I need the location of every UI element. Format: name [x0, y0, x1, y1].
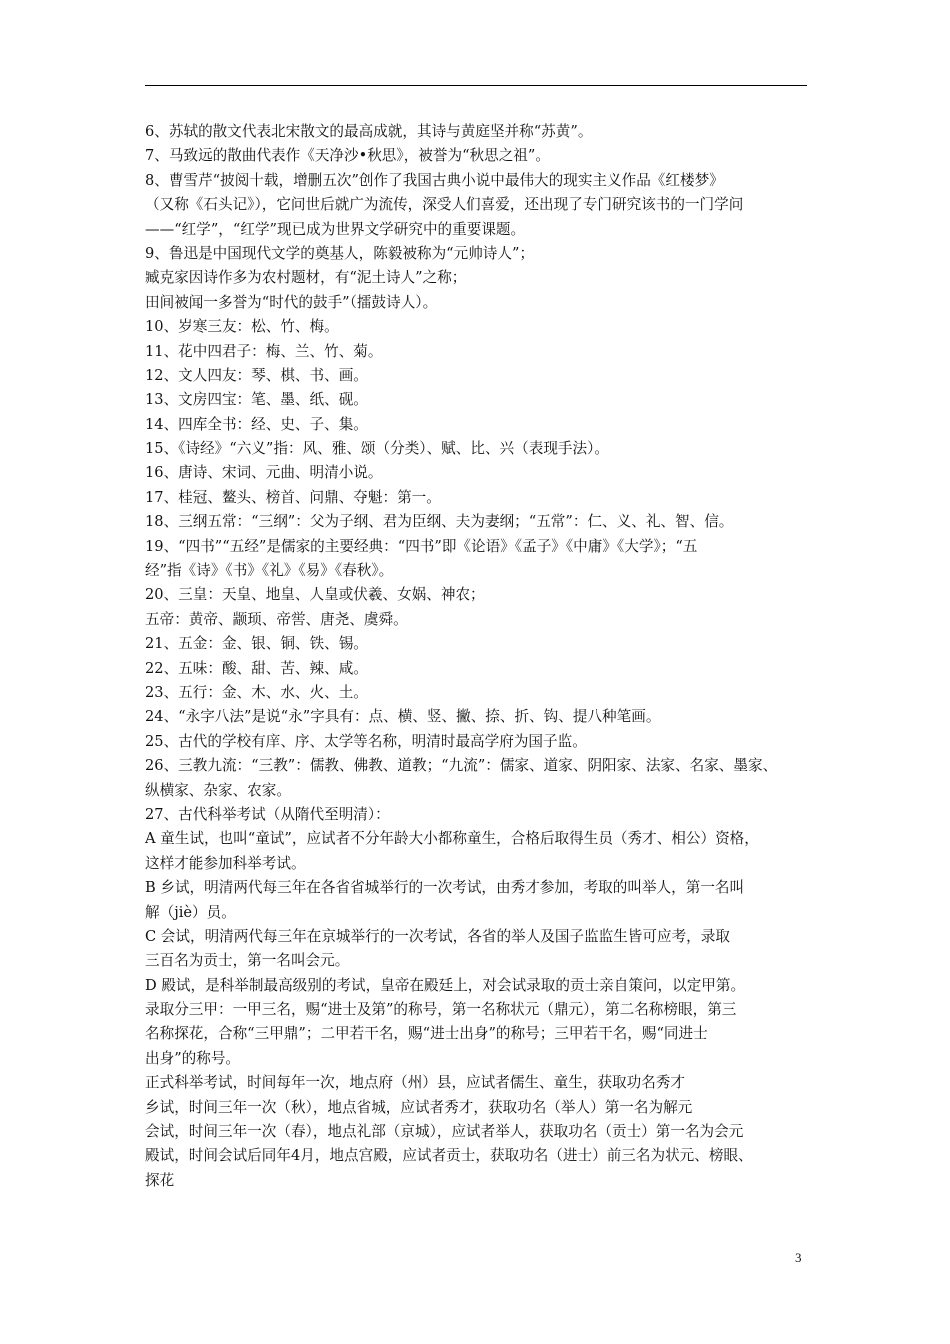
text-line: 这样才能参加科举考试。 — [145, 854, 306, 872]
text-line: 殿试，时间会试后同年4月，地点宫殿，应试者贡士，获取功名（进士）前三名为状元、榜眼、 — [145, 1147, 753, 1165]
text-line: 13、文房四宝：笔、墨、纸、砚。 — [145, 391, 368, 409]
text-line: 17、桂冠、鳌头、榜首、问鼎、夺魁：第一。 — [145, 488, 441, 506]
text-line: 探花 — [145, 1171, 175, 1189]
text-line: 21、五金：金、银、铜、铁、锡。 — [145, 635, 368, 653]
text-line: 24、“永字八法”是说“永”字具有：点、横、竖、撇、捺、折、钩、提八种笔画。 — [145, 708, 661, 726]
text-line: 三百名为贡士，第一名叫会元。 — [145, 952, 350, 970]
text-line: 11、花中四君子：梅、兰、竹、菊。 — [145, 342, 383, 360]
text-line: 9、鲁迅是中国现代文学的奠基人，陈毅被称为“元帅诗人”； — [145, 244, 535, 262]
text-line: 14、四库全书：经、史、子、集。 — [145, 415, 368, 433]
text-line: 19、“四书”“五经”是儒家的主要经典：“四书”即《论语》《孟子》《中庸》《大学》；“五 — [145, 537, 698, 555]
text-line: 7、马致远的散曲代表作《天净沙•秋思》，被誉为“秋思之祖”。 — [145, 147, 550, 165]
text-line: 10、岁寒三友：松、竹、梅。 — [145, 318, 339, 336]
text-line: 五帝：黄帝、颛顼、帝喾、唐尧、虞舜。 — [145, 610, 408, 628]
text-line: 15、《诗经》“六义”指：风、雅、颂（分类）、赋、比、兴（表现手法）。 — [145, 440, 610, 458]
text-line: C 会试，明清两代每三年在京城举行的一次考试，各省的举人及国子监监生皆可应考，录取 — [145, 927, 730, 945]
text-line: 解（jiè）员。 — [145, 903, 236, 921]
text-line: 27、古代科举考试（从隋代至明清）： — [145, 805, 390, 823]
text-line: 名称探花，合称“三甲鼎”；二甲若干名，赐“进士出身”的称号；三甲若干名，赐“同进士 — [145, 1025, 708, 1043]
text-line: B 乡试，明清两代每三年在各省省城举行的一次考试，由秀才参加，考取的叫举人，第一名叫 — [145, 879, 745, 897]
text-line: 纵横家、杂家、农家。 — [145, 781, 291, 799]
text-line: 22、五味：酸、甜、苦、辣、咸。 — [145, 659, 368, 677]
text-line: 经”指《诗》《书》《礼》《易》《春秋》。 — [145, 562, 394, 580]
text-line: 乡试，时间三年一次（秋），地点省城，应试者秀才，获取功名（举人）第一名为解元 — [145, 1098, 693, 1116]
text-line: 8、曹雪芹“披阅十载，增删五次”创作了我国古典小说中最伟大的现实主义作品《红楼梦》 — [145, 171, 724, 189]
text-line: 23、五行：金、木、水、火、土。 — [145, 683, 368, 701]
text-line: 20、三皇：天皇、地皇、人皇或伏羲、女娲、神农； — [145, 586, 485, 604]
text-line: 出身”的称号。 — [145, 1049, 241, 1067]
text-line: 6、苏轼的散文代表北宋散文的最高成就，其诗与黄庭坚并称“苏黄”。 — [145, 123, 593, 140]
header-rule — [145, 85, 807, 86]
page-number: 3 — [795, 1250, 802, 1265]
text-line: 会试，时间三年一次（春），地点礼部（京城），应试者举人，获取功名（贡士）第一名为会元 — [145, 1123, 744, 1141]
text-line: 正式科举考试，时间每年一次，地点府（州）县，应试者儒生、童生，获取功名秀才 — [145, 1074, 685, 1092]
text-line: 16、唐诗、宋词、元曲、明清小说。 — [145, 464, 383, 482]
text-line: （又称《石头记》），它问世后就广为流传，深受人们喜爱，还出现了专门研究该书的一门学问 — [145, 196, 744, 214]
text-line: 录取分三甲：一甲三名，赐“进士及第”的称号，第一名称状元（鼎元），第二名称榜眼，第三 — [145, 1001, 737, 1019]
text-line: A 童生试，也叫“童试”，应试者不分年龄大小都称童生，合格后取得生员（秀才、相公）资格， — [145, 830, 759, 848]
text-line: D 殿试，是科举制最高级别的考试，皇帝在殿廷上，对会试录取的贡士亲自策问，以定甲第。 — [145, 976, 746, 994]
text-line: 12、文人四友：琴、棋、书、画。 — [145, 366, 368, 384]
text-line: 18、三纲五常：“三纲”：父为子纲、君为臣纲、夫为妻纲；“五常”：仁、义、礼、智、信。 — [145, 513, 734, 531]
text-line: 田间被闻一多誉为“时代的鼓手”（擂鼓诗人）。 — [145, 293, 438, 311]
text-line: 25、古代的学校有庠、序、太学等名称，明清时最高学府为国子监。 — [145, 732, 587, 750]
text-line: 26、三教九流：“三教”：儒教、佛教、道教；“九流”：儒家、道家、阴阳家、法家、名家、墨家、 — [145, 757, 778, 775]
text-line: 臧克家因诗作多为农村题材，有“泥土诗人”之称； — [145, 269, 467, 287]
document-body — [145, 120, 815, 1193]
text-line: ——“红学”，“红学”现已成为世界文学研究中的重要课题。 — [145, 220, 526, 238]
